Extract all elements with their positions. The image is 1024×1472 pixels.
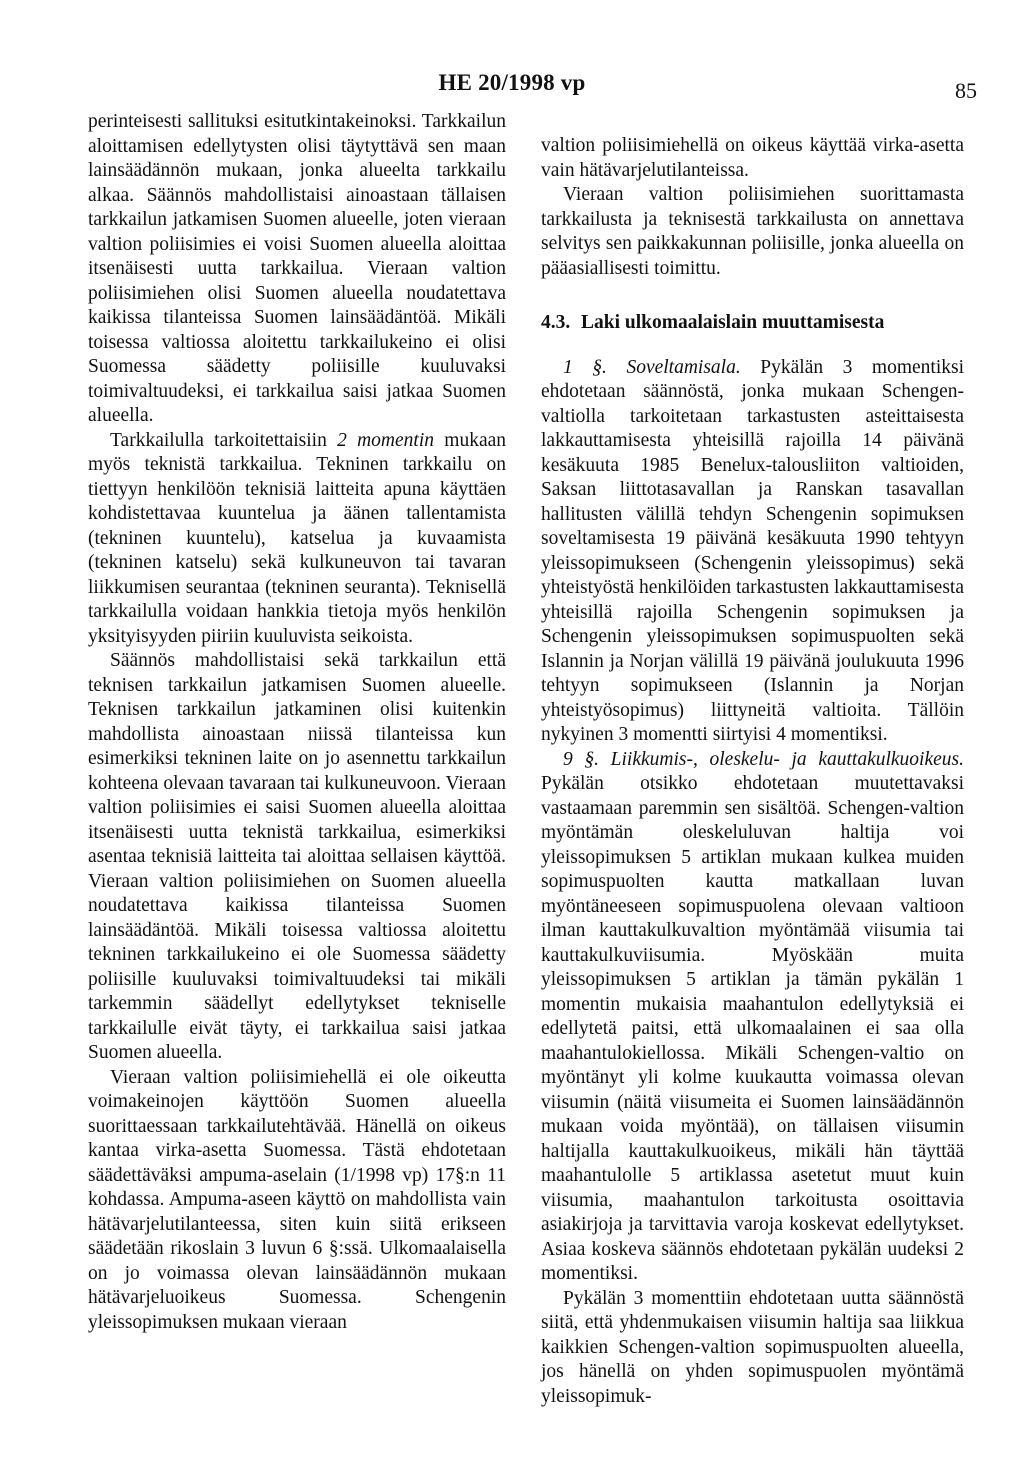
section-title: Laki ulkomaalaislain muuttamisesta (581, 312, 885, 333)
right-column (541, 134, 964, 1409)
paragraph: Vieraan valtion poliisimiehellä ei ole oikeutta voimakeinojen käyttöön Suomen alueella suorittaessaan tarkkailutehtävää. Hänellä on oikeus kantaa virka-asetta Suomessa. Tästä ehdotetaan säädettäväksi ampuma-aselain (1/1998 vp) 17§:n 11 kohdassa. Ampuma-aseen käyttö on mahdollista vain hätävarjelutilanteessa, siten kuin siitä erikseen säädetään rikoslain 3 luvun 6 §:ssä. Ulkomaalaisella on jo voimassa olevan lainsäädännön mukaan hätävarjeluoikeus Suomessa. Schengenin yleissopimuksen mukaan vieraan (88, 1066, 506, 1333)
paragraph: Säännös mahdollistaisi sekä tarkkailun että teknisen tarkkailun jatkamisen Suomen alueelle. Teknisen tarkkailun jatkaminen olisi kuitenkin mahdollista ainoastaan niissä tilanteissa kun esimerkiksi tekninen laite on jo asennettu tarkkailun kohteena olevaan tavaraan tai kulkuneuvoon. Vieraan valtion poliisimies ei saisi Suomen alueella aloittaa itsenäisesti uutta teknistä tarkkailua, esimerkiksi asentaa teknisiä laitteita tai aloittaa sellaisen käyttöä. Vieraan valtion poliisimiehen on Suomen alueella noudatettava kaikissa tilanteissa Suomen lainsäädäntöä. Mikäli toisessa valtiossa aloitettu tekninen tarkkailukeino ei ole Suomessa säädetty poliisille kuuluvaksi toimivaltuudeksi tai mikäli tarkemmin säädellyt edellytykset tekniselle tarkkailulle eivät täyty, ei tarkkailua saisi jatkaa Suomen alueella. (88, 650, 506, 1063)
paragraph: 1 §. Soveltamisala. Pykälän 3 momentiksi ehdotetaan säännöstä, jonka mukaan Schengen-valtiolla tarkoitetaan tarkastusten asteittaisesta lakkauttamisesta yhteisillä rajoilla 14 päivänä kesäkuuta 1985 Benelux-talousliiton valtioiden, Saksan liittotasavallan ja Ranskan tasavallan hallitusten välillä tehdyn Schengenin sopimuksen soveltamisesta 19 päivänä kesäkuuta 1990 tehtyyn yleissopimukseen (Schengenin yleissopimus) sekä yhteistyöstä henkilöiden tarkastusten lakkauttamisesta yhteisillä rajoilla Schengenin sopimuksen ja Schengenin yleissopimuksen sopimuspuolten sekä Islannin ja Norjan välillä 19 päivänä joulukuuta 1996 tehtyyn sopimukseen (Islannin ja Norjan yhteistyösopimus) liittyneitä valtioita. Tällöin nykyinen 3 momentti siirtyisi 4 momentiksi. (541, 356, 965, 745)
document-title: HE 20/1998 vp (438, 70, 586, 95)
paragraph: Vieraan valtion poliisimiehen suorittamasta tarkkailusta ja teknisestä tarkkailusta on annettava selvitys sen paikkakunnan poliisille, jonka alueella on pääasiallisesti toimittu. (541, 184, 964, 279)
emphasis: 9 §. Liikkumis-, oleskelu- ja kauttakulkuoikeus. (563, 748, 964, 770)
page-number: 85 (955, 78, 977, 103)
section-number: 4.3. (541, 312, 571, 333)
left-column (88, 110, 506, 1335)
emphasis: 1 §. Soveltamisala. (563, 356, 741, 378)
emphasis: 2 momentin (337, 429, 435, 451)
paragraph: Tarkkailulla tarkoitettaisiin 2 momentin mukaan myös teknistä tarkkailua. Tekninen tarkkailu on tiettyyn henkilöön teknisiä laitteita apuna käyttäen kohdistettavaa kuuntelua ja äänen tallentamista (tekninen kuuntelu), katselua ja kuvaamista (tekninen katselu) sekä kulkuneuvon tai tavaran liikkumisen seurantaa (tekninen seuranta). Teknisellä tarkkailulla voidaan hankkia tietoja myös henkilön yksityisyyden piiriin kuuluvista seikoista. (88, 429, 507, 647)
paragraph: valtion poliisimiehellä on oikeus käyttää virka-asetta vain hätävarjelutilanteissa. (541, 135, 964, 181)
paragraph: perinteisesti sallituksi esitutkintakeinoksi. Tarkkailun aloittamisen edellytysten olisi täytyttävä sen maan lainsäädännön mukaan, jonka alueelta tarkkailu alkaa. Säännös mahdollistaisi ainoastaan tällaisen tarkkailun jatkamisen Suomen alueelle, joten vieraan valtion poliisimies ei voisi Suomen alueella aloittaa itsenäisesti uutta tarkkailua. Vieraan valtion poliisimiehen olisi Suomen alueella noudatettava kaikissa tilanteissa Suomen lainsäädäntöä. Mikäli toisessa valtiossa aloitettu tarkkailukeino ei olisi Suomessa säädetty poliisille kuuluvaksi toimivaltuudeksi, ei tarkkailua saisi jatkaa Suomen alueella. (88, 111, 506, 426)
paragraph: 9 §. Liikkumis-, oleskelu- ja kauttakulkuoikeus. Pykälän otsikko ehdotetaan muutettavaksi vastaamaan paremmin sen sisältöä. Schengen-valtion myöntämän oleskeluluvan haltija voi yleissopimuksen 5 artiklan mukaan kulkea muiden sopimuspuolten kautta matkallaan luvan myöntäneeseen sopimuspuolena olevaan valtioon ilman kauttakulkuvaltion myöntämää viisumia tai kauttakulkuviisumia. Myöskään muita yleissopimuksen 5 artiklan ja tämän pykälän 1 momentin mukaisia maahantulon edellytyksiä ei edellytetä paitsi, että ulkomaalainen ei saa olla maahantulokiellossa. Mikäli Schengen-valtio on myöntänyt yli kolme kuukautta voimassa olevan viisumin (näitä viisumeita ei Suomen lainsäädännön mukaan voida myöntää), on tällaisen viisumin haltijalla kauttakulkuoikeus, mikäli hän täyttää maahantulolle 5 artiklassa asetetut muut kuin viisumia, maahantulon tarkoitusta osoittavia asiakirjoja ja tarvittavia varoja koskevat edellytykset. Asiaa koskeva säännös ehdotetaan pykälän uudeksi 2 momentiksi. (541, 748, 964, 1284)
section-heading (541, 311, 964, 336)
paragraph: Pykälän 3 momenttiin ehdotetaan uutta säännöstä siitä, että yhdenmukaisen viisumin haltija saa liikkua kaikkien Schengen-valtion sopimuspuolten alueella, jos hänellä on yhden sopimuspuolen myöntämä yleissopimuk- (541, 1287, 964, 1407)
